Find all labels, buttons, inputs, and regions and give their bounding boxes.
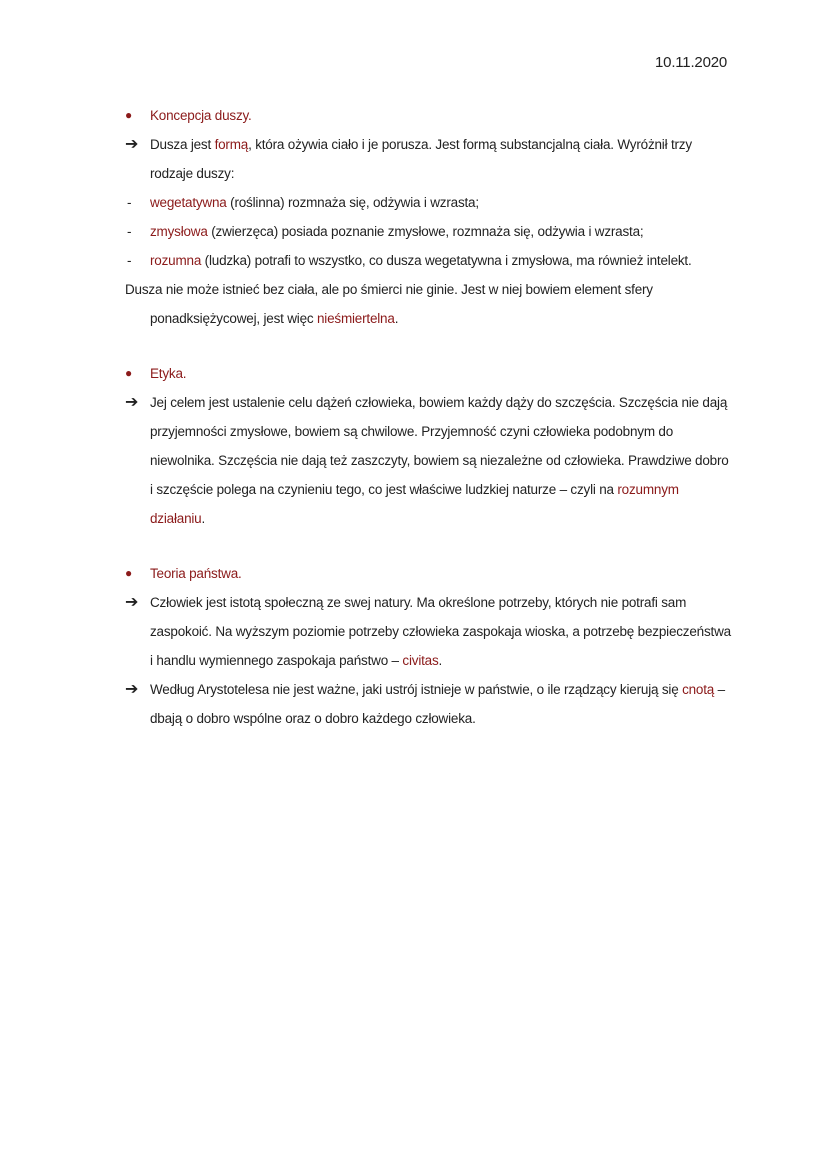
item-text: (roślinna) rozmnaża się, odżywia i wzrasta; (226, 195, 479, 210)
paragraph-text: Dusza nie może istnieć bez ciała, ale po śmierci nie ginie. Jest w niej bowiem element sfery ponadksiężycowej, jest więc (125, 282, 653, 326)
document-date: 10.11.2020 (655, 54, 727, 71)
highlight-term: cnotą (682, 682, 715, 697)
highlight-term: civitas (402, 653, 439, 668)
paragraph-text: . (201, 511, 206, 526)
document-body (125, 101, 731, 733)
bullet-icon: ● (125, 366, 133, 380)
dash-marker: - (127, 224, 132, 239)
arrow-right-icon: ➔ (125, 394, 139, 411)
paragraph-text: – dbają o dobro wspólne oraz o dobro każdego człowieka. (150, 682, 725, 726)
highlight-term: rozumnym działaniu (150, 482, 679, 526)
paragraph-text: Jej celem jest ustalenie celu dążeń człowieka, bowiem każdy dąży do szczęścia. Szczęścia nie dają przyjemności zmysłowe, bowiem są chwilowe. Przyjemność czyni człowieka podobnym do niewolnika. Szczęścia nie dają też zaszczyty, bowiem są niezależne od człowieka. Prawdziwe dobro i szczęście polega na czynieniu tego, co jest właściwe ludzkiej naturze – czyli na (150, 395, 729, 497)
arrow-paragraph (125, 130, 731, 188)
section-heading-soul (125, 101, 731, 130)
arrow-paragraph (125, 588, 731, 675)
paragraph-text: . (438, 653, 443, 668)
section-heading-ethics (125, 359, 731, 388)
dash-item (125, 188, 731, 217)
dash-item (125, 246, 731, 275)
item-text: (zwierzęca) posiada poznanie zmysłowe, rozmnaża się, odżywia i wzrasta; (207, 224, 644, 239)
paragraph-text: Człowiek jest istotą społeczną ze swej natury. Ma określone potrzeby, których nie potrafi sam zaspokoić. Na wyższym poziomie potrzeby człowieka zaspokaja wioska, a potrzebę bezpieczeństwa i handlu wymiennego zaspokaja państwo – (150, 595, 731, 668)
highlight-term: zmysłowa (150, 224, 208, 239)
paragraph-text: Według Arystotelesa nie jest ważne, jaki ustrój istnieje w państwie, o ile rządzący kierują się (150, 682, 683, 697)
arrow-right-icon: ➔ (125, 681, 139, 698)
bullet-icon: ● (125, 108, 133, 122)
paragraph-text: Dusza jest (150, 137, 215, 152)
arrow-paragraph (125, 388, 731, 533)
paragraph-text: . (394, 311, 399, 326)
dash-item (125, 217, 731, 246)
arrow-paragraph (125, 675, 731, 733)
dash-marker: - (127, 195, 132, 210)
highlight-term: formą (214, 137, 249, 152)
highlight-term: rozumna (150, 253, 202, 268)
plain-paragraph (125, 275, 731, 333)
dash-marker: - (127, 253, 132, 268)
highlight-term: nieśmiertelna (316, 311, 395, 326)
heading-text: Koncepcja duszy. (150, 108, 252, 123)
paragraph-text: , która ożywia ciało i je porusza. Jest formą substancjalną ciała. Wyróżnił trzy rodzaje duszy: (150, 137, 692, 181)
section-heading-state (125, 559, 731, 588)
item-text: (ludzka) potrafi to wszystko, co dusza wegetatywna i zmysłowa, ma również intelekt. (201, 253, 692, 268)
highlight-term: wegetatywna (150, 195, 227, 210)
arrow-right-icon: ➔ (125, 136, 139, 153)
bullet-icon: ● (125, 566, 133, 580)
heading-text: Teoria państwa. (150, 566, 242, 581)
arrow-right-icon: ➔ (125, 594, 139, 611)
heading-text: Etyka. (150, 366, 187, 381)
